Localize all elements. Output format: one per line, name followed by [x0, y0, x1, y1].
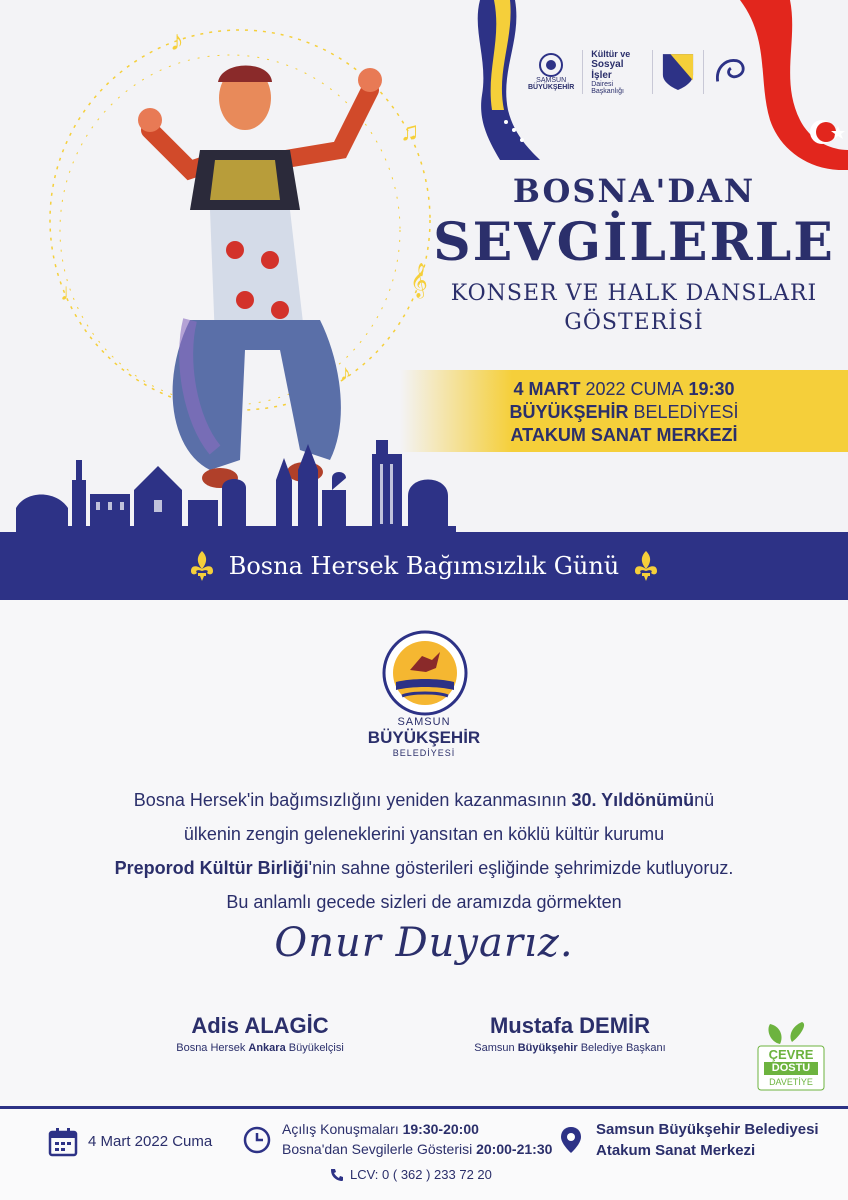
samsun-municipality-emblem	[382, 630, 468, 716]
event-date-bold: 4 MART	[513, 379, 581, 399]
emblem-line3: BELEDİYESİ	[392, 748, 456, 758]
preporod-logo-icon	[712, 54, 750, 90]
partner-logos	[528, 44, 750, 100]
svg-text:𝄞: 𝄞	[410, 264, 428, 297]
fleur-de-lis-icon	[633, 549, 659, 583]
footer-schedule-text	[282, 1119, 552, 1159]
event-hall: ATAKUM SANAT MERKEZİ	[510, 425, 738, 445]
hero-section	[0, 0, 848, 532]
svg-text:♪: ♪	[170, 25, 184, 56]
footer-schedule	[242, 1119, 552, 1159]
signature-role	[460, 1042, 680, 1054]
band-title: Bosna Hersek Bağımsızlık Günü	[228, 552, 620, 580]
location-pin-icon	[556, 1125, 586, 1155]
footer-date	[48, 1127, 212, 1157]
kultur-logo	[591, 49, 644, 95]
bosnia-coat-of-arms-icon	[661, 51, 695, 93]
signature-mayor	[460, 1013, 680, 1054]
title-line3: KONSER VE HALK DANSLARI	[450, 281, 818, 306]
city-skyline-silhouette	[16, 430, 456, 532]
schedule-row2	[282, 1139, 552, 1159]
logo-divider	[582, 50, 583, 94]
schedule2-label: Bosna'dan Sevgilerle Gösterisi	[282, 1141, 477, 1157]
footer-phone	[330, 1167, 492, 1182]
event-title	[420, 172, 848, 335]
body-line3	[40, 851, 808, 885]
kultur-logo-line1: Kültür ve	[591, 49, 631, 59]
eco-line3: DAVETİYE	[769, 1077, 813, 1087]
footer-venue	[556, 1119, 819, 1161]
footer	[0, 1109, 848, 1200]
body-line3-bold: Preporod Kültür Birliği	[114, 858, 309, 878]
svg-text:♩: ♩	[60, 279, 84, 306]
samsun-logo-line1: SAMSUN	[536, 77, 567, 84]
body-line1-bold: 30. Yıldönümü	[571, 790, 695, 810]
emblem-line2: BÜYÜKŞEHİR	[367, 728, 481, 747]
samsun-emblem-text	[344, 716, 504, 758]
role-bold: Ankara	[248, 1042, 286, 1054]
kultur-logo-line3: Dairesi Başkanlığı	[591, 81, 624, 95]
event-venue-rest: BELEDİYESİ	[633, 402, 739, 422]
signature-role	[160, 1042, 360, 1054]
signature-name: Mustafa DEMİR	[489, 1013, 651, 1038]
invitation-body	[40, 783, 808, 919]
title-line2: SEVGİLERLE	[433, 212, 835, 273]
kultur-logo-line2: Sosyal İşler	[591, 59, 624, 81]
svg-text:♫: ♫	[400, 116, 420, 146]
event-venue-bold: BÜYÜKŞEHİR	[509, 402, 629, 422]
samsun-logo-line2: BÜYÜKŞEHİR	[528, 84, 575, 91]
turkey-flag-ribbon	[740, 0, 848, 170]
signature-ambassador	[160, 1013, 360, 1054]
role-pre: Samsun	[474, 1042, 518, 1054]
body-line4: Bu anlamlı gecede sizleri de aramızda görmekten	[226, 892, 622, 912]
event-venue-line	[400, 401, 848, 424]
footer-date-text: 4 Mart 2022 Cuma	[88, 1133, 213, 1150]
event-info-text	[400, 370, 848, 447]
body-line1	[40, 783, 808, 817]
eco-line1: ÇEVRE	[768, 1047, 814, 1062]
fleur-de-lis-icon	[189, 549, 215, 583]
title-line4: GÖSTERİSİ	[564, 310, 704, 335]
emblem-line1: SAMSUN	[397, 716, 451, 728]
body-line2: ülkenin zengin geleneklerini yansıtan en köklü kültür kurumu	[183, 824, 665, 844]
svg-text:♪: ♪	[340, 360, 351, 385]
logo-divider	[652, 50, 653, 94]
calendar-icon	[48, 1127, 78, 1157]
role-post: Büyükelçisi	[285, 1042, 344, 1054]
body-line3-post: 'nin sahne gösterileri eşliğinde şehrimizde kutluyoruz.	[308, 858, 734, 878]
independence-day-band	[0, 532, 848, 600]
role-post: Belediye Başkanı	[577, 1042, 666, 1054]
body-line1-pre: Bosna Hersek'in bağımsızlığını yeniden kazanmasının	[133, 790, 572, 810]
logo-divider	[703, 50, 704, 94]
clock-icon	[242, 1125, 272, 1155]
signature-name: Adis ALAGİC	[191, 1013, 329, 1038]
event-info-band	[400, 370, 848, 452]
samsun-seal-icon	[539, 53, 563, 77]
phone-icon	[330, 1168, 344, 1182]
footer-venue-text	[596, 1119, 819, 1161]
event-time: 19:30	[688, 379, 735, 399]
venue-line2: Atakum Sanat Merkezi	[596, 1142, 756, 1159]
role-pre: Bosna Hersek	[176, 1042, 249, 1054]
schedule1-label: Açılış Konuşmaları	[282, 1121, 403, 1137]
venue-line1: Samsun Büyükşehir Belediyesi	[596, 1121, 819, 1138]
samsun-logo-small	[528, 53, 574, 91]
schedule-row1	[282, 1119, 552, 1139]
title-line1: BOSNA'DAN	[512, 172, 756, 210]
script-closing: Onur Duyarız.	[274, 920, 574, 966]
event-date-line	[400, 378, 848, 401]
role-bold: Büyükşehir	[517, 1042, 578, 1054]
schedule1-time: 19:30-20:00	[402, 1121, 479, 1137]
event-date-rest: 2022 CUMA	[585, 379, 684, 399]
footer-phone-text: LCV: 0 ( 362 ) 233 72 20	[350, 1167, 492, 1182]
body-line1-post: nü	[694, 790, 715, 810]
schedule2-time: 20:00-21:30	[476, 1141, 553, 1157]
eco-friendly-badge	[752, 1022, 830, 1092]
eco-line2: DOSTU	[764, 1062, 818, 1075]
